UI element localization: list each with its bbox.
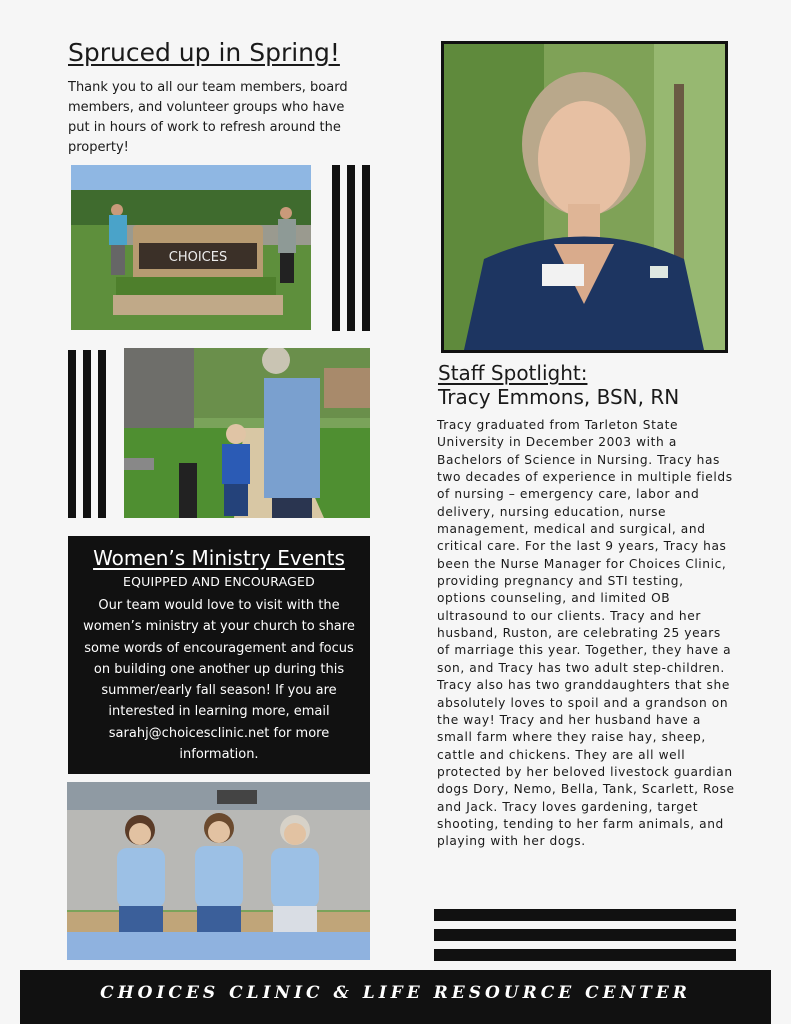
staff-spotlight-name: Tracy Emmons, BSN, RN: [438, 385, 680, 409]
spring-title: Spruced up in Spring!: [68, 38, 340, 67]
boy-volunteer-photo: [124, 348, 370, 518]
footer-text: CHOICES CLINIC & LIFE RESOURCE CENTER: [100, 983, 691, 1003]
decorative-bar-1: [434, 909, 736, 921]
decorative-stripes-top: [332, 165, 370, 331]
sign-volunteers-photo: [71, 165, 311, 330]
ministry-body: Our team would love to visit with the women’s ministry at your church to share some words of encouragement and focus on building one another up during this summer/early fall season! If you are interested in learning more, email sarahj@choicesclinic.net for more information.: [83, 598, 355, 763]
decorative-bar-2: [434, 929, 736, 941]
ministry-title: Women’s Ministry Events: [93, 546, 345, 570]
footer-banner: [20, 970, 771, 1024]
staff-spotlight-bio: Tracy graduated from Tarleton State University in December 2003 with a Bachelors of Science in Nursing. Tracy has two decades of experience in multiple fields of nursing – emergency care, labor and delivery, nursing education, nurse management, medical and surgical, and critical care. For the last 9 years, Tracy has been the Nurse Manager for Choices Clinic, providing pregnancy and STI testing, options counseling, and limited OB ultrasound to our clients. Tracy and her husband, Ruston, are celebrating 25 years of marriage this year. Together, they have a son, and Tracy has two adult step-children. Tracy also has two granddaughters that she absolutely loves to spoil and a grandson on the way! Tracy and her husband have a small farm where they raise hay, sheep, cattle and chickens. They are all well protected by her beloved livestock guardian dogs Dory, Nemo, Bella, Tank, Scarlett, Rose and Jack. Tracy loves gardening, target shooting, tending to her farm animals, and playing with her dogs.: [437, 418, 735, 849]
womens-ministry-box: [68, 536, 370, 774]
sign-text: CHOICES: [168, 250, 228, 265]
spring-intro-text: Thank you to all our team members, board members, and volunteer groups who have put in hours of work to refresh around the property!: [68, 80, 348, 155]
decorative-bar-3: [434, 949, 736, 961]
ministry-team-photo: [67, 782, 370, 960]
tracy-portrait-photo: [441, 41, 728, 353]
decorative-stripes-middle: [68, 350, 106, 518]
ministry-subtitle: EQUIPPED AND ENCOURAGED: [123, 574, 315, 589]
staff-spotlight-heading: Staff Spotlight:: [438, 361, 588, 385]
